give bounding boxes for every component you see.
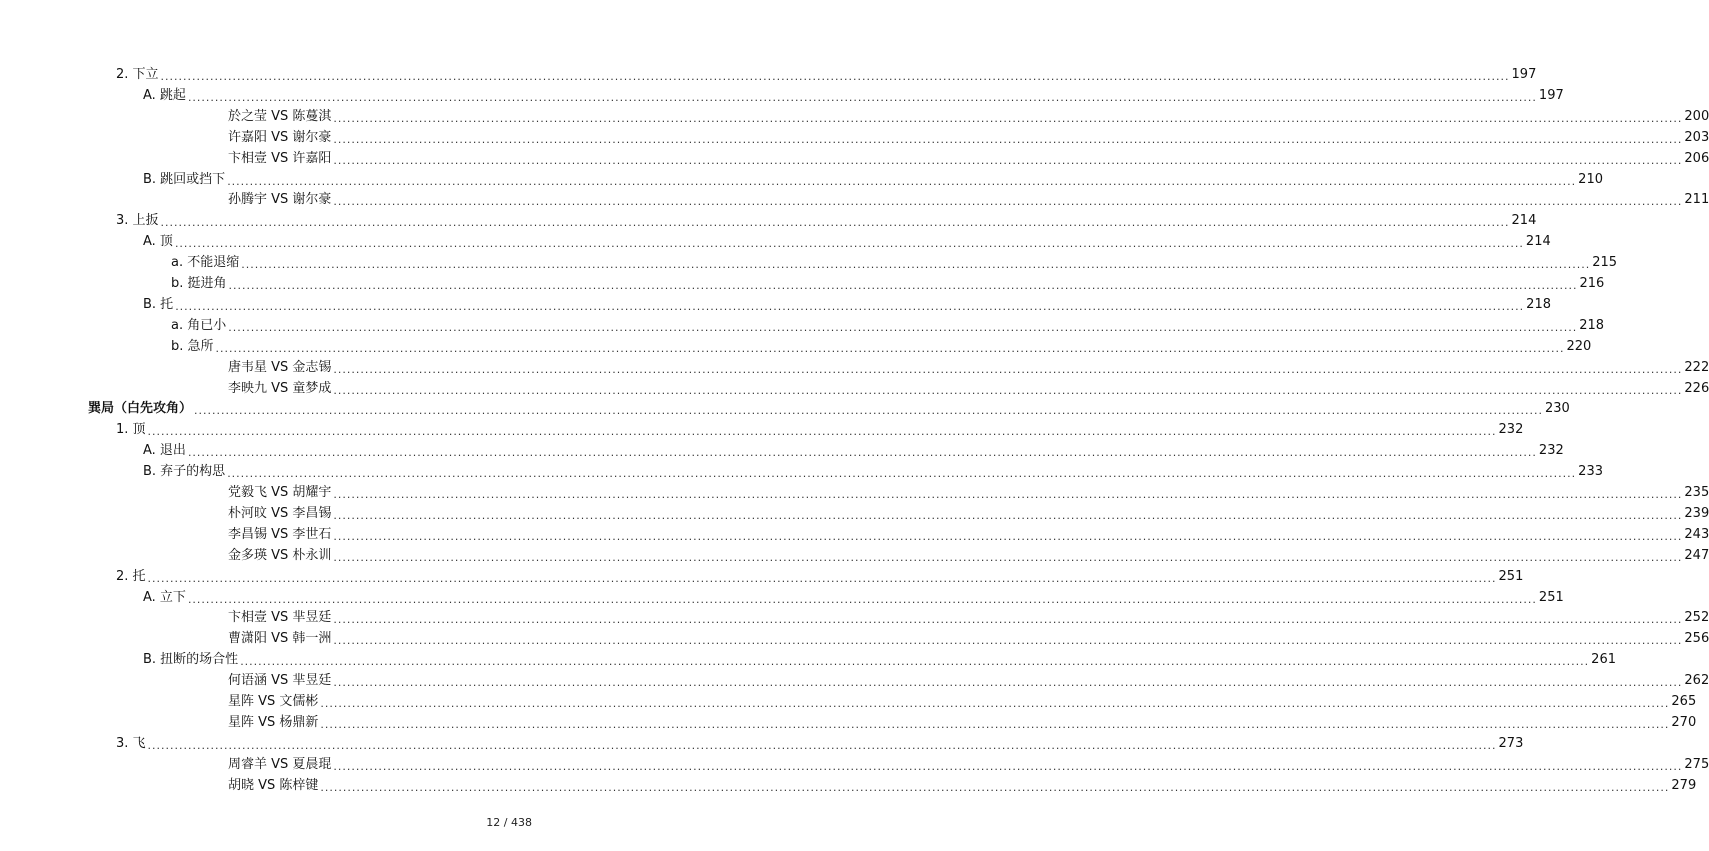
toc-entry-title: 李昌锡 VS 李世石 [228, 526, 332, 542]
dot-leader: ............................................................................................................................................................................................................................................................................................................ [333, 508, 1683, 522]
dot-leader: ............................................................................................................................................................................................................................................................................................................ [333, 195, 1683, 209]
toc-entry[interactable] [228, 545, 1709, 566]
toc-entry[interactable] [228, 127, 1709, 148]
toc-entry-page-number: 239 [1684, 505, 1709, 521]
toc-entry-page-number: 220 [1566, 338, 1592, 354]
toc-entry[interactable] [143, 85, 1564, 106]
toc-entry-page-number: 273 [1498, 735, 1524, 751]
toc-entry-title: a. 角已小 [171, 317, 227, 333]
dot-leader: ............................................................................................................................................................................................................................................................................................................ [147, 571, 1497, 585]
toc-entry[interactable] [171, 315, 1605, 336]
toc-entry-title: 何语涵 VS 芈昱廷 [228, 673, 332, 689]
toc-entry-page-number: 251 [1538, 589, 1564, 605]
toc-entry-title: B. 弃子的构思 [143, 464, 226, 480]
toc-entry[interactable] [228, 754, 1709, 775]
toc-entry[interactable] [228, 378, 1709, 399]
toc-entry-page-number: 197 [1538, 87, 1564, 103]
dot-leader: ............................................................................................................................................................................................................................................................................................................ [187, 446, 1537, 460]
dot-leader: ............................................................................................................................................................................................................................................................................................................ [333, 676, 1683, 690]
toc-entry-title: A. 顶 [143, 234, 173, 250]
toc-entry-page-number: 251 [1498, 568, 1524, 584]
toc-entry-page-number: 270 [1671, 714, 1697, 730]
dot-leader: ............................................................................................................................................................................................................................................................................................................ [175, 299, 1525, 313]
toc-entry[interactable] [228, 670, 1709, 691]
toc-entry-page-number: 261 [1591, 652, 1616, 668]
toc-entry[interactable] [171, 336, 1592, 357]
toc-entry-page-number: 279 [1671, 777, 1697, 793]
toc-entry-page-number: 230 [1545, 401, 1570, 417]
toc-entry-page-number: 214 [1525, 234, 1551, 250]
toc-entry-page-number: 215 [1592, 255, 1618, 271]
toc-entry-title: B. 托 [143, 296, 174, 312]
dot-leader: ............................................................................................................................................................................................................................................................................................................ [333, 111, 1683, 125]
dot-leader: ............................................................................................................................................................................................................................................................................................................ [240, 655, 1590, 669]
toc-entry-page-number: 210 [1578, 171, 1603, 187]
dot-leader: ............................................................................................................................................................................................................................................................................................................ [147, 738, 1497, 752]
dot-leader: ............................................................................................................................................................................................................................................................................................................ [160, 216, 1510, 230]
toc-entry[interactable] [116, 419, 1524, 440]
toc-entry[interactable] [143, 649, 1616, 670]
page-number-footer: 12 / 438 [486, 816, 532, 829]
toc-entry-page-number: 232 [1498, 422, 1524, 438]
dot-leader: ............................................................................................................................................................................................................................................................................................................ [174, 237, 1524, 251]
toc-entry-page-number: 235 [1684, 485, 1709, 500]
toc-entry-title: B. 跳回或挡下 [143, 171, 226, 187]
toc-entry-title: 2. 托 [116, 568, 146, 584]
toc-entry-page-number: 233 [1578, 464, 1603, 480]
toc-entry[interactable] [116, 733, 1524, 754]
toc-entry-title: 朴河旼 VS 李昌锡 [228, 505, 332, 521]
toc-entry[interactable] [228, 482, 1709, 503]
toc-entry-title: A. 跳起 [143, 87, 186, 103]
toc-entry-page-number: 200 [1684, 108, 1709, 124]
toc-entry[interactable] [116, 566, 1524, 587]
toc-entry-title: 1. 顶 [116, 422, 146, 438]
dot-leader: ............................................................................................................................................................................................................................................................................................................ [228, 320, 1578, 334]
dot-leader: ............................................................................................................................................................................................................................................................................................................ [333, 383, 1683, 397]
dot-leader: ............................................................................................................................................................................................................................................................................................................ [160, 70, 1510, 83]
toc-entry[interactable] [171, 273, 1605, 294]
dot-leader: ............................................................................................................................................................................................................................................................................................................ [187, 592, 1537, 606]
dot-leader: ............................................................................................................................................................................................................................................................................................................ [227, 467, 1577, 481]
dot-leader: ............................................................................................................................................................................................................................................................................................................ [241, 258, 1591, 272]
toc-entry-title: 卞相壹 VS 许嘉阳 [228, 150, 332, 166]
toc-entry[interactable] [171, 252, 1618, 273]
toc-entry[interactable] [143, 461, 1603, 482]
toc-entry-title: B. 扭断的场合性 [143, 652, 239, 668]
toc-entry[interactable] [116, 64, 1537, 85]
toc-entry[interactable] [228, 106, 1709, 127]
dot-leader: ............................................................................................................................................................................................................................................................................................................ [333, 153, 1683, 167]
toc-entry-title: 巽局（白先攻角） [88, 401, 193, 417]
toc-entry[interactable] [228, 189, 1709, 210]
toc-entry-title: 唐韦星 VS 金志锡 [228, 359, 332, 375]
toc-entry-title: 孙腾宇 VS 谢尔豪 [228, 192, 332, 208]
toc-entry[interactable] [228, 503, 1709, 524]
toc-entry-page-number: 232 [1538, 443, 1564, 459]
toc-entry[interactable] [228, 148, 1709, 169]
toc-entry-page-number: 218 [1526, 296, 1551, 312]
toc-entry[interactable] [228, 607, 1709, 628]
toc-entry-title: b. 挺进角 [171, 276, 227, 291]
toc-entry-page-number: 211 [1684, 192, 1709, 208]
dot-leader: ............................................................................................................................................................................................................................................................................................................ [320, 717, 1670, 731]
toc-entry-title: 3. 飞 [116, 735, 146, 751]
dot-leader: ............................................................................................................................................................................................................................................................................................................ [333, 488, 1683, 501]
toc-entry[interactable] [228, 628, 1709, 649]
toc-entry-title: 2. 下立 [116, 67, 159, 82]
toc-entry[interactable] [228, 775, 1697, 796]
dot-leader: ............................................................................................................................................................................................................................................................................................................ [215, 341, 1565, 355]
dot-leader: ............................................................................................................................................................................................................................................................................................................ [333, 613, 1683, 627]
toc-entry[interactable] [143, 587, 1564, 608]
toc-entry-title: 党毅飞 VS 胡耀宇 [228, 485, 332, 500]
dot-leader: ............................................................................................................................................................................................................................................................................................................ [320, 780, 1670, 794]
toc-entry-page-number: 197 [1511, 67, 1537, 82]
toc-entry-title: 星阵 VS 杨鼎新 [228, 714, 319, 730]
dot-leader: ............................................................................................................................................................................................................................................................................................................ [320, 697, 1670, 710]
dot-leader: ............................................................................................................................................................................................................................................................................................................ [333, 634, 1683, 648]
toc-entry-page-number: 243 [1684, 526, 1709, 542]
dot-leader: ............................................................................................................................................................................................................................................................................................................ [228, 279, 1578, 292]
toc-entry-title: a. 不能退缩 [171, 255, 240, 271]
dot-leader: ............................................................................................................................................................................................................................................................................................................ [333, 132, 1683, 146]
dot-leader: ............................................................................................................................................................................................................................................................................................................ [187, 90, 1537, 104]
toc-entry-title: 3. 上扳 [116, 213, 159, 229]
toc-entry-page-number: 216 [1579, 276, 1605, 291]
toc-entry-title: 星阵 VS 文儒彬 [228, 694, 319, 709]
toc-entry[interactable] [228, 357, 1709, 378]
toc-entry-page-number: 206 [1684, 150, 1709, 166]
toc-entry-page-number: 214 [1511, 213, 1537, 229]
dot-leader: ............................................................................................................................................................................................................................................................................................................ [333, 362, 1683, 376]
toc-entry-title: 金多瑛 VS 朴永训 [228, 547, 332, 563]
toc-entry[interactable] [228, 712, 1697, 733]
toc-entry-page-number: 222 [1684, 359, 1709, 375]
toc-entry-page-number: 247 [1684, 547, 1709, 563]
toc-entry[interactable] [143, 294, 1551, 315]
dot-leader: ............................................................................................................................................................................................................................................................................................................ [227, 174, 1577, 188]
toc-entry-title: 胡晓 VS 陈梓键 [228, 777, 319, 793]
toc-entry-page-number: 218 [1579, 317, 1605, 333]
dot-leader: ............................................................................................................................................................................................................................................................................................................ [194, 404, 1543, 418]
toc-entry-title: b. 急所 [171, 338, 214, 354]
toc-entry-title: 许嘉阳 VS 谢尔豪 [228, 129, 332, 145]
toc-entry-title: 李映九 VS 童梦成 [228, 380, 332, 396]
toc-entry-title: 曹潇阳 VS 韩一洲 [228, 631, 332, 647]
toc-entry-page-number: 252 [1684, 610, 1709, 626]
toc-entry[interactable] [143, 169, 1603, 190]
toc-entry[interactable] [143, 440, 1564, 461]
dot-leader: ............................................................................................................................................................................................................................................................................................................ [333, 550, 1683, 564]
toc-entry-page-number: 203 [1684, 129, 1709, 145]
toc-entry-page-number: 256 [1684, 631, 1709, 647]
toc-entry-page-number: 226 [1684, 380, 1709, 396]
dot-leader: ............................................................................................................................................................................................................................................................................................................ [333, 759, 1683, 773]
toc-entry[interactable] [88, 398, 1570, 419]
toc-entry-page-number: 275 [1684, 756, 1709, 772]
toc-entry[interactable] [228, 691, 1697, 712]
toc-entry-page-number: 265 [1671, 694, 1697, 709]
toc-entry-title: A. 立下 [143, 589, 186, 605]
toc-entry-title: 周睿羊 VS 夏晨琨 [228, 756, 332, 772]
toc-entry-title: A. 退出 [143, 443, 186, 459]
dot-leader: ............................................................................................................................................................................................................................................................................................................ [333, 529, 1683, 543]
toc-entry-title: 卞相壹 VS 芈昱廷 [228, 610, 332, 626]
dot-leader: ............................................................................................................................................................................................................................................................................................................ [147, 425, 1497, 439]
toc-entry[interactable] [228, 524, 1709, 545]
toc-entry-title: 於之莹 VS 陈蔓淇 [228, 108, 332, 124]
toc-entry[interactable] [116, 210, 1537, 231]
toc-entry-page-number: 262 [1684, 673, 1709, 689]
toc-entry[interactable] [143, 231, 1551, 252]
